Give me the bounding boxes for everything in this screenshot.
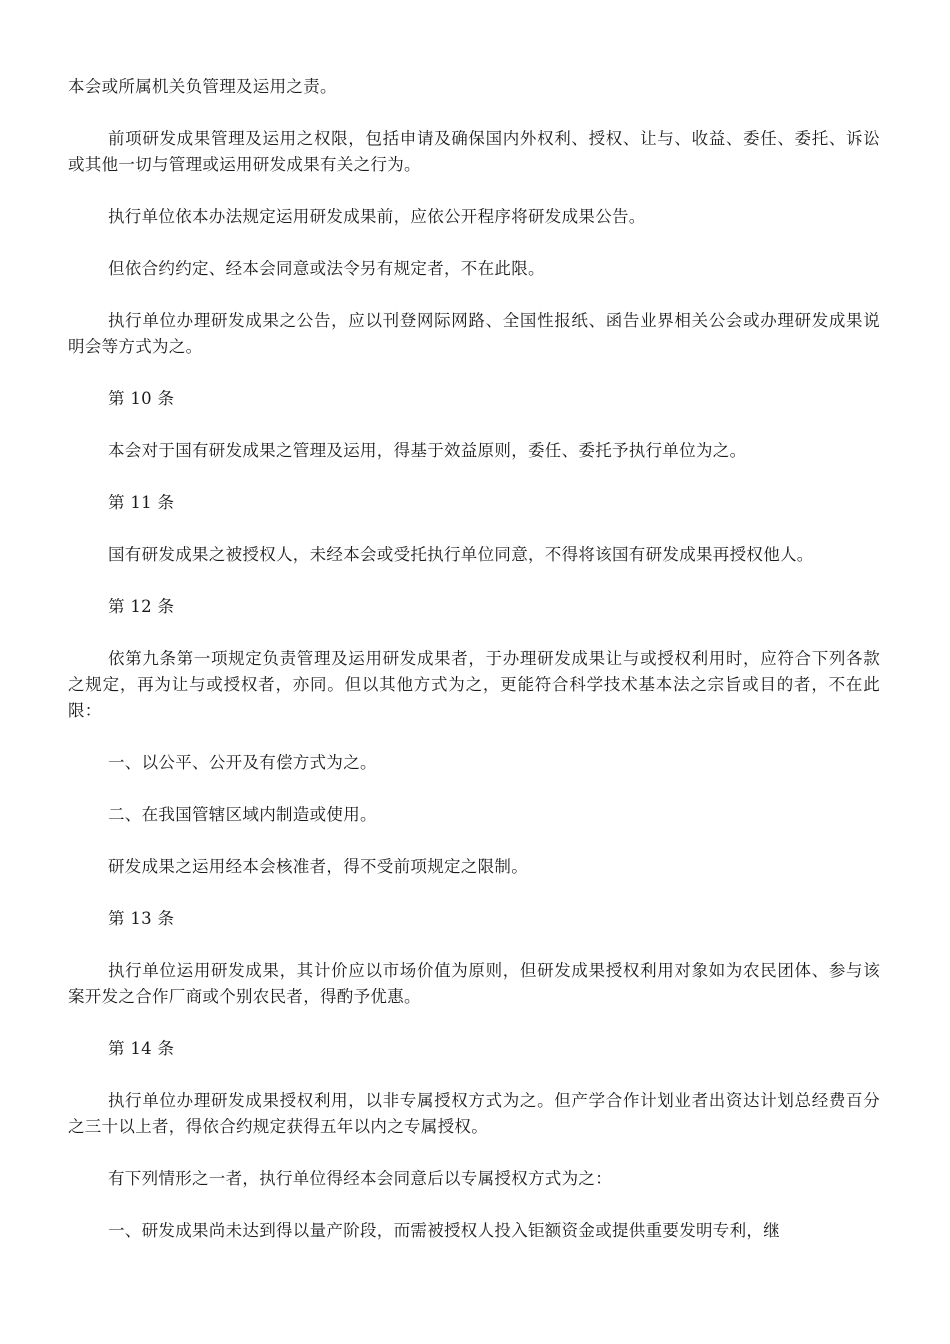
paragraph: 国有研发成果之被授权人，未经本会或受托执行单位同意，不得将该国有研发成果再授权他人。 xyxy=(108,545,814,564)
paragraph: 前项研发成果管理及运用之权限，包括申请及确保国内外权利、授权、让与、收益、委任、委托、诉讼或其他一切与管理或运用研发成果有关之行为。 xyxy=(68,129,880,174)
article-heading: 第 13 条 xyxy=(108,909,175,928)
list-item: 二、在我国管辖区域内制造或使用。 xyxy=(108,805,377,824)
article-heading: 第 12 条 xyxy=(108,597,175,616)
article-heading: 第 11 条 xyxy=(108,493,175,512)
paragraph: 本会对于国有研发成果之管理及运用，得基于效益原则，委任、委托予执行单位为之。 xyxy=(108,441,747,460)
paragraph: 执行单位依本办法规定运用研发成果前，应依公开程序将研发成果公告。 xyxy=(108,207,646,226)
article-heading: 第 14 条 xyxy=(108,1039,175,1058)
paragraph: 研发成果之运用经本会核准者，得不受前项规定之限制。 xyxy=(108,857,528,876)
article-heading: 第 10 条 xyxy=(108,389,175,408)
document-page xyxy=(68,74,880,1270)
paragraph: 依第九条第一项规定负责管理及运用研发成果者，于办理研发成果让与或授权利用时，应符合下列各款之规定，再为让与或授权者，亦同。但以其他方式为之，更能符合科学技术基本法之宗旨或目的者，不在此限： xyxy=(68,649,880,720)
paragraph: 有下列情形之一者，执行单位得经本会同意后以专属授权方式为之： xyxy=(108,1169,612,1188)
paragraph: 本会或所属机关负管理及运用之责。 xyxy=(68,77,337,96)
paragraph: 执行单位办理研发成果授权利用，以非专属授权方式为之。但产学合作计划业者出资达计划总经费百分之三十以上者，得依合约规定获得五年以内之专属授权。 xyxy=(68,1091,880,1136)
paragraph: 执行单位办理研发成果之公告，应以刊登网际网路、全国性报纸、函告业界相关公会或办理研发成果说明会等方式为之。 xyxy=(68,311,880,356)
paragraph: 执行单位运用研发成果，其计价应以市场价值为原则，但研发成果授权利用对象如为农民团体、参与该案开发之合作厂商或个别农民者，得酌予优惠。 xyxy=(68,961,880,1006)
list-item: 一、以公平、公开及有偿方式为之。 xyxy=(108,753,377,772)
list-item: 一、研发成果尚未达到得以量产阶段，而需被授权人投入钜额资金或提供重要发明专利，继 xyxy=(108,1221,780,1240)
paragraph: 但依合约约定、经本会同意或法令另有规定者，不在此限。 xyxy=(108,259,545,278)
